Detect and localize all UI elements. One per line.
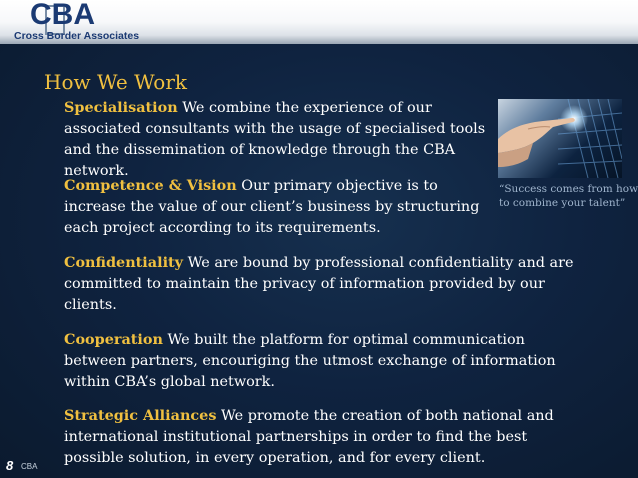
keyword-confidentiality: Confidentiality [64,254,184,271]
cba-logo [12,2,162,42]
keyword-strategic-alliances: Strategic Alliances [64,407,217,424]
logo-subtitle: Cross Border Associates [14,30,140,42]
paragraph-text: We promote the creation of both national and international institutional partnerships in order to find the best possible solution, in every operation, and for every client. [64,408,554,466]
paragraph-text: Our primary objective is to increase the value of our client’s business by structuring each project according to its requirements. [64,178,480,236]
paragraph-competence-vision [64,175,496,239]
keyword-competence-vision: Competence & Vision [64,177,237,194]
header-bar [0,0,638,44]
paragraph-text: We combine the experience of our associated consultants with the usage of specialised tools and the dissemination of knowledge through the CBA network. [64,100,486,179]
keyword-specialisation: Specialisation [64,99,178,116]
slide-title: How We Work [44,70,187,94]
paragraph-text: We built the platform for optimal communication between partners, encouriging the utmost exchange of information within CBA’s global network. [64,332,556,390]
page-number: 8 [6,458,14,473]
photo-illustration [498,99,622,178]
paragraph-cooperation [64,329,574,393]
paragraph-specialisation [64,97,496,182]
footer-label: CBA [21,462,38,471]
quote-text: “Success comes from how to combine your talent” [499,183,638,209]
logo-mark: CBA [30,0,95,31]
paragraph-strategic-alliances [64,405,574,469]
paragraph-confidentiality [64,252,574,316]
keyword-cooperation: Cooperation [64,331,163,348]
finger-touching-screen-icon [498,99,622,178]
paragraph-text: We are bound by professional confidentiality and are committed to maintain the privacy of information provided by our clients. [64,255,574,313]
